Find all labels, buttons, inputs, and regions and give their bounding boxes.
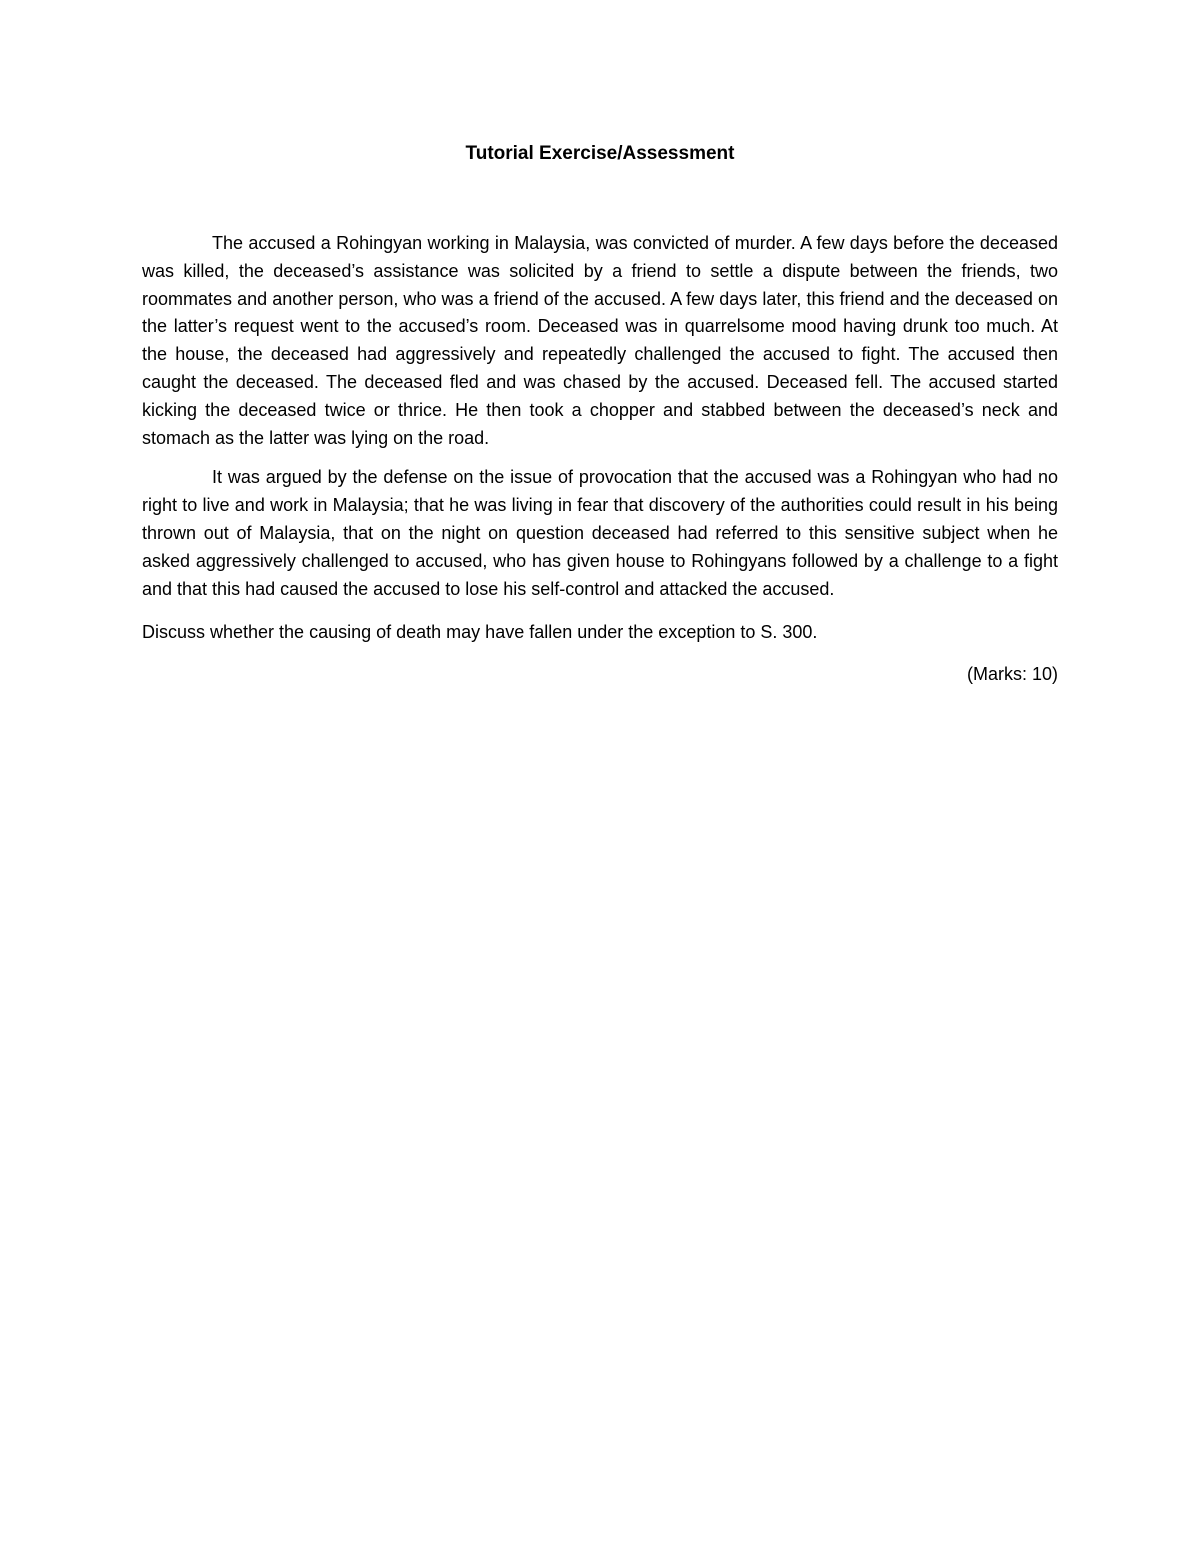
case-facts-paragraph: The accused a Rohingyan working in Malaysia, was convicted of murder. A few days before the deceased was killed, the deceased’s assistance was solicited by a friend to settle a dispute between the friends, two roommates and another person, who was a friend of the accused. A few days later, this friend and the deceased on the latter’s request went to the accused’s room. Deceased was in quarrelsome mood having drunk too much. At the house, the deceased had aggressively and repeatedly challenged the accused to fight. The accused then caught the deceased. The deceased fled and was chased by the accused. Deceased fell. The accused started kicking the deceased twice or thrice. He then took a chopper and stabbed between the deceased’s neck and stomach as the latter was lying on the road. xyxy=(142,233,1058,448)
document-body xyxy=(142,140,1058,689)
marks-label: (Marks: 10) xyxy=(966,664,1058,685)
defense-argument-paragraph: It was argued by the defense on the issue of provocation that the accused was a Rohingyan who had no right to live and work in Malaysia; that he was living in fear that discovery of the authorities could result in his being thrown out of Malaysia, that on the night on question deceased had referred to this sensitive subject when he asked aggressively challenged to accused, who has given house to Rohingyans followed by a challenge to a fight and that this had caused the accused to lose his self-control and attacked the accused. xyxy=(142,467,1058,599)
discussion-question: Discuss whether the causing of death may have fallen under the exception to S. 300. xyxy=(142,622,818,643)
page-title: Tutorial Exercise/Assessment xyxy=(465,143,735,164)
